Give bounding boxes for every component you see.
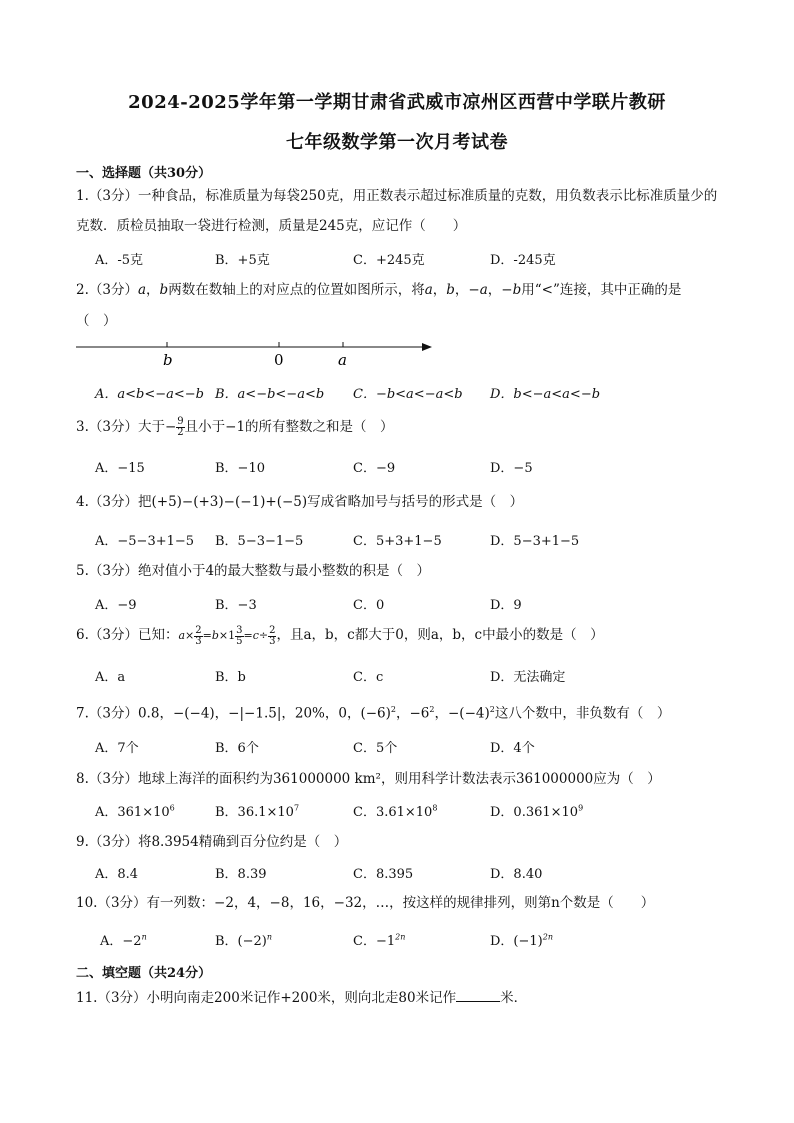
q5-option-c: C．0 [353, 598, 385, 613]
q4-option-a: A．−5−3+1−5 [95, 534, 195, 549]
q7-suffix: 这八个数中，非负数有（ ） [494, 705, 671, 722]
q8-option-d: D．$0.361\times 10^9$ [490, 803, 584, 820]
q6-prefix: 6.（3分）已知： [76, 627, 179, 643]
q7-prefix: 7.（3分）0.8，−(−4)，−|−1.5|，20%，0，(−6) [76, 705, 391, 722]
q10-option-d: D．$(-1)^{2n}$ [490, 932, 553, 949]
label-a: a [338, 351, 347, 369]
q4-expression: (+5)−(+3)−(−1)+(−5) [151, 494, 308, 510]
q7-option-a: A．7个 [95, 741, 139, 756]
question-10: 10.（3分）有一列数：−2，4，−8，16，−32，…，按这样的规律排列，则第n个数是（ ） [76, 895, 655, 911]
q3-frac-numerator: 9 [177, 416, 184, 427]
q4-prefix: 4.（3分）把 [76, 494, 152, 510]
question-1: 1.（3分）一种食品，标准质量为每袋250克，用正数表示超过标准质量的克数，用负数表示比标准质量少的克数．质检员抽取一袋进行检测，质量是245克，应记作（ ） [76, 188, 718, 234]
q7-mid2: ，−(−4) [434, 705, 490, 722]
q3-option-b: B．−10 [215, 461, 265, 476]
q6-suffix: ，且a，b，c都大于0，则a，b，c中最小的数是（ ） [276, 627, 604, 643]
q1-option-c: C．+245克 [353, 253, 425, 268]
q2-option-d: D．b<−a<a<−b [490, 387, 601, 402]
section-heading-choice: 一、选择题（共30分） [76, 166, 212, 181]
q6-option-d: D．无法确定 [490, 670, 566, 685]
q11-prefix: 11.（3分）小明向南走200米记作+200米，则向北走80米记作 [76, 990, 457, 1006]
q11-suffix: 米． [500, 990, 528, 1006]
q2-option-c: C．−b<a<−a<b [353, 387, 463, 402]
question-11 [76, 988, 527, 1008]
q2-option-b: B．a<−b<−a<b [215, 387, 325, 402]
label-b: b [163, 351, 173, 369]
q2-prefix: 2.（3分） [76, 282, 138, 298]
number-line-figure [76, 335, 436, 371]
q5-option-a: A．−9 [95, 598, 137, 613]
q7-option-d: D．4个 [490, 741, 535, 756]
q6-option-b: B．b [215, 670, 246, 685]
question-6 [76, 625, 604, 647]
title-line-2: 七年级数学第一次月考试卷 [286, 132, 508, 153]
q8-option-a: A．$361\times 10^6$ [95, 803, 175, 820]
question-2: 2.（3分）a，b两数在数轴上的对应点的位置如图所示，将a，b，−a，−b用“<”连接，其中正确的是 [76, 282, 682, 298]
q7-mid: ，−6 [396, 705, 430, 722]
q3-option-a: A．−15 [95, 461, 145, 476]
q5-option-b: B．−3 [215, 598, 257, 613]
q10-option-b: B．$(-2)^n$ [215, 932, 273, 949]
q6-option-a: A．a [95, 670, 126, 685]
section-heading-fill: 二、填空题（共24分） [76, 966, 212, 981]
q3-fraction [176, 417, 184, 438]
q3-option-d: D．−5 [490, 461, 533, 476]
q1-option-a: A．-5克 [95, 253, 144, 268]
q4-option-c: C．5+3+1−5 [353, 534, 442, 549]
q6-option-c: C．c [353, 670, 384, 685]
q2-tail: 用“<”连接，其中正确的是 [521, 282, 682, 298]
q8-option-c: C．$3.61\times 10^8$ [353, 803, 438, 820]
q3-option-c: C．−9 [353, 461, 396, 476]
question-3 [76, 417, 394, 438]
q3-suffix: 且小于−1的所有整数之和是（ ） [184, 419, 394, 435]
question-7: 7.（3分）0.8，−(−4)，−|−1.5|，20%，0，$(-6)^2$，$-6^2$，$-(-4)^2$这八个数中，非负数有（ ） [76, 705, 671, 722]
q4-suffix: 写成省略加号与括号的形式是（ ） [307, 494, 524, 510]
q3-frac-denominator: 2 [177, 427, 184, 438]
title-line-1: 2024-2025学年第一学期甘肃省武威市凉州区西营中学联片教研 [128, 92, 666, 113]
question-8: 8.（3分）地球上海洋的面积约为361000000 km²，则用科学计数法表示361000000应为（ ） [76, 771, 661, 787]
answer-blank[interactable] [456, 989, 500, 1002]
q3-prefix: 3.（3分）大于− [76, 419, 177, 435]
q7-option-b: B．6个 [215, 741, 259, 756]
q4-option-d: D．5−3+1−5 [490, 534, 580, 549]
q2-body: 两数在数轴上的对应点的位置如图所示，将 [168, 282, 425, 298]
q8-option-b: B．$36.1\times 10^7$ [215, 803, 300, 820]
q5-option-d: D．9 [490, 598, 522, 613]
q6-equation: a× $\frac{2}{3}$ =b×1 $\frac{3}{5}$ =c÷ $\frac{2}{3}$ [178, 624, 276, 647]
q9-option-a: A．8.4 [95, 867, 139, 882]
number-line-arrow [422, 343, 432, 351]
q9-option-b: B．8.39 [215, 867, 267, 882]
q1-option-d: D．-245克 [490, 253, 556, 268]
q9-option-c: C．8.395 [353, 867, 414, 882]
question-4 [76, 492, 523, 512]
question-5: 5.（3分）绝对值小于4的最大整数与最小整数的积是（ ） [76, 563, 431, 579]
q1-option-b: B．+5克 [215, 253, 270, 268]
q7-option-c: C．5个 [353, 741, 398, 756]
q2-option-a: A．a<b<−a<−b [95, 387, 204, 402]
q10-option-c: C．$-1^{2n}$ [353, 932, 406, 949]
label-0: 0 [274, 351, 284, 369]
q9-option-d: D．8.40 [490, 867, 543, 882]
q10-option-a: A．$-2^n$ [100, 932, 147, 949]
question-9: 9.（3分）将8.3954精确到百分位约是（ ） [76, 834, 348, 850]
q2-paren: （ ） [76, 313, 117, 329]
q4-option-b: B．5−3−1−5 [215, 534, 304, 549]
